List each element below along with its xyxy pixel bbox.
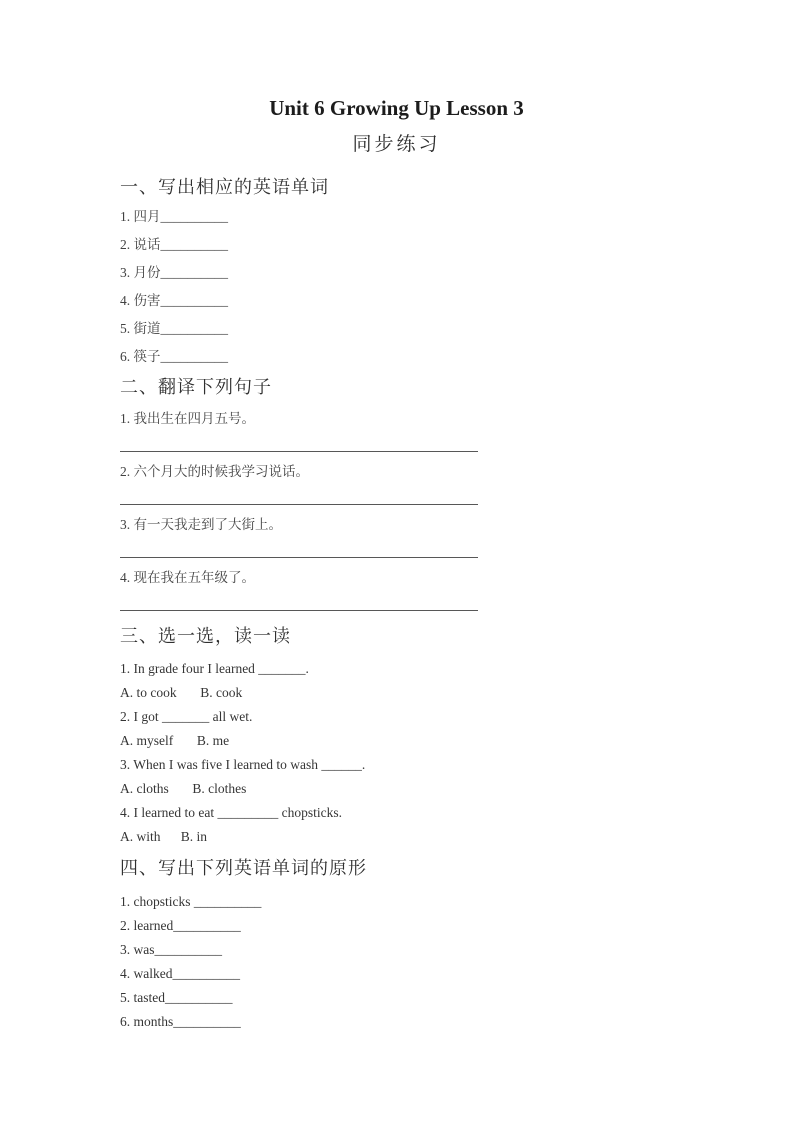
translation-sentence-2: 2. 六个月大的时候我学习说话。 [120,464,309,479]
base-form-item-5: 5. tasted__________ [120,990,233,1005]
choice-question-3: 3. When I was five I learned to wash ______. [120,757,366,772]
base-form-item-6: 6. months__________ [120,1014,241,1029]
choice-options-2: A. myself B. me [120,733,230,748]
choice-options-1: A. to cook B. cook [120,685,243,700]
answer-line-3 [120,557,478,558]
word-item-1: 1. 四月__________ [120,209,228,224]
word-item-2: 2. 说话__________ [120,237,228,252]
word-item-6: 6. 筷子__________ [120,349,228,364]
page-subtitle: 同步练习 [352,134,441,155]
choice-options-3: A. cloths B. clothes [120,781,247,796]
base-form-item-2: 2. learned__________ [120,918,241,933]
choice-question-2: 2. I got _______ all wet. [120,709,253,724]
word-item-3: 3. 月份__________ [120,265,228,280]
base-form-item-3: 3. was__________ [120,942,222,957]
answer-line-4 [120,610,478,611]
translation-sentence-3: 3. 有一天我走到了大街上。 [120,517,282,532]
answer-line-1 [120,451,478,452]
choice-options-4: A. with B. in [120,829,208,844]
answer-line-2 [120,504,478,505]
section3-heading: 三、选一选，读一读 [120,626,291,646]
worksheet-content [120,175,713,1032]
translation-sentence-1: 1. 我出生在四月五号。 [120,411,255,426]
translation-sentence-4: 4. 现在我在五年级了。 [120,570,255,585]
choice-question-1: 1. In grade four I learned _______. [120,661,309,676]
base-form-item-4: 4. walked__________ [120,966,240,981]
choice-question-4: 4. I learned to eat _________ chopsticks. [120,805,342,820]
section4-heading: 四、写出下列英语单词的原形 [120,858,367,878]
word-item-5: 5. 街道__________ [120,321,228,336]
word-item-4: 4. 伤害__________ [120,293,228,308]
page-title: Unit 6 Growing Up Lesson 3 [269,96,524,120]
base-form-item-1: 1. chopsticks __________ [120,894,262,909]
section2-heading: 二、翻译下列句子 [120,377,272,397]
section1-heading: 一、写出相应的英语单词 [120,177,329,197]
